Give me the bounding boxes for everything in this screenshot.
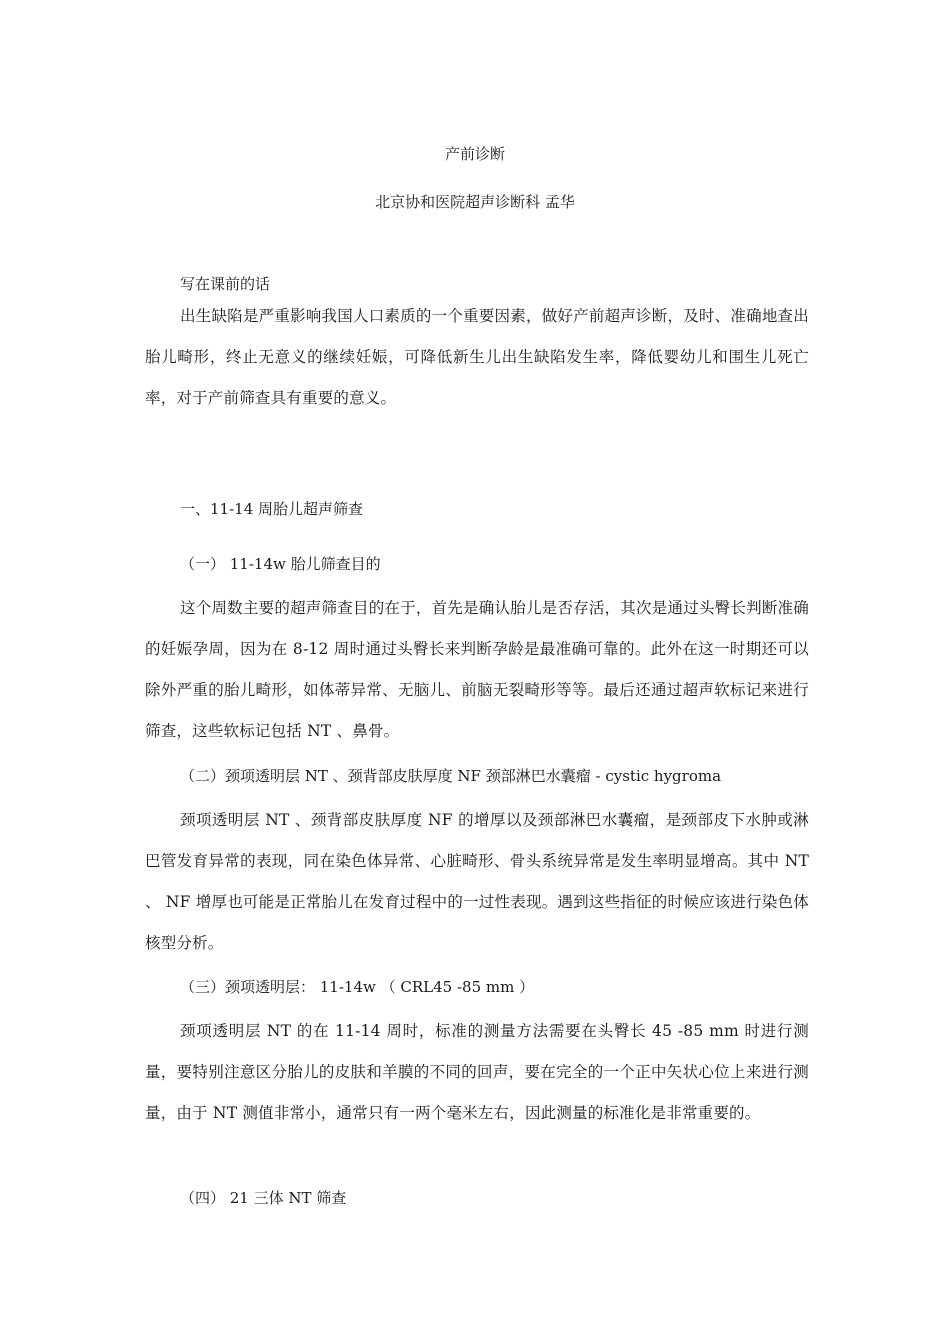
subsection-heading-4: （四） 21 三体 NT 筛查 (180, 1189, 347, 1207)
preface-heading: 写在课前的话 (180, 275, 271, 293)
preface-paragraph: 出生缺陷是严重影响我国人口素质的一个重要因素，做好产前超声诊断，及时、准确地查出胎儿畸形，终止无意义的继续妊娠，可降低新生儿出生缺陷发生率，降低婴幼儿和围生儿死亡率，对于产前筛查具有重要的意义。 (145, 307, 809, 407)
subsection-heading-2: （二）颈项透明层 NT 、颈背部皮肤厚度 NF 颈部淋巴水囊瘤 - cystic hygroma (180, 767, 722, 785)
document-title: 产前诊断 (444, 145, 505, 163)
subsection-paragraph-2: 颈项透明层 NT 、颈背部皮肤厚度 NF 的增厚以及颈部淋巴水囊瘤，是颈部皮下水肿或淋巴管发育异常的表现，同在染色体异常、心脏畸形、骨头系统异常是发生率明显增高。其中 NT 、 NF 增厚也可能是正常胎儿在发育过程中的一过性表现。遇到这些指征的时候应该进行染色体核型分析。 (145, 811, 809, 952)
subsection-heading-1: （一） 11-14w 胎儿筛查目的 (180, 555, 381, 573)
subsection-paragraph-3: 颈项透明层 NT 的在 11-14 周时，标准的测量方法需要在头臀长 45 -85 mm 时进行测量，要特别注意区分胎儿的皮肤和羊膜的不同的回声，要在完全的一个正中矢状心位上来进行测量，由于 NT 测值非常小，通常只有一两个毫米左右，因此测量的标准化是非常重要的。 (145, 1022, 809, 1122)
subsection-paragraph-1: 这个周数主要的超声筛查目的在于，首先是确认胎儿是否存活，其次是通过头臀长判断准确的妊娠孕周，因为在 8-12 周时通过头臀长来判断孕龄是最准确可靠的。此外在这一时期还可以除外严重的胎儿畸形，如体蒂异常、无脑儿、前脑无裂畸形等等。最后还通过超声软标记来进行筛查，这些软标记包括 NT 、鼻骨。 (145, 599, 809, 740)
section-heading-1: 一、11-14 周胎儿超声筛查 (180, 500, 364, 518)
subsection-heading-3: （三）颈项透明层： 11-14w （ CRL45 -85 mm ） (180, 978, 535, 996)
author-line: 北京协和医院超声诊断科 孟华 (375, 193, 575, 211)
